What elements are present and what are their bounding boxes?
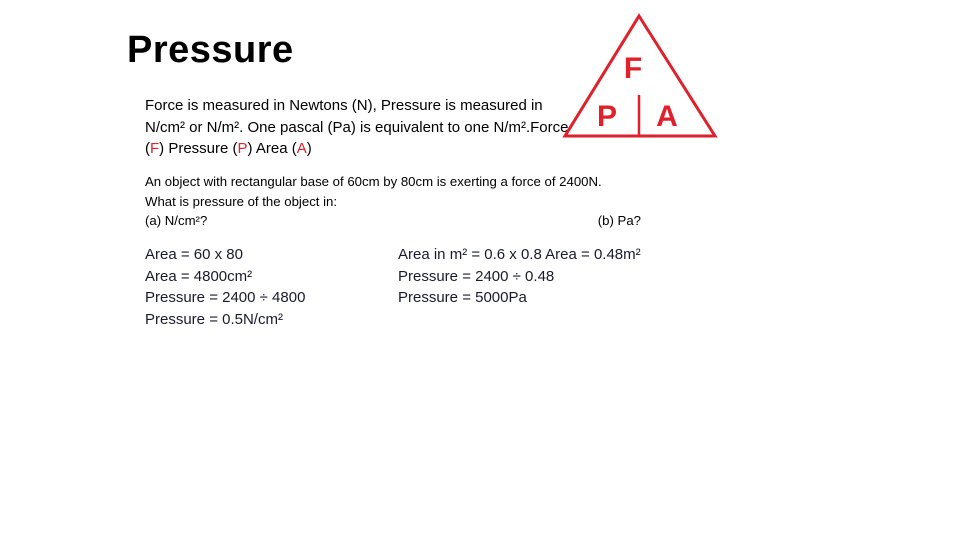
triangle-f-label: F — [623, 52, 643, 85]
part-a-question: (a) N/cm²? — [145, 213, 208, 228]
fpa-triangle-diagram — [560, 12, 720, 142]
work-b-line: Pressure = 2400 ÷ 0.48 — [398, 267, 555, 285]
intro-text: Force is measured in Newtons (N), Pressure is measured in N/cm² or N/m². One pascal (Pa) is equivalent to one N/m².Force ( — [145, 97, 569, 157]
area-letter: A — [296, 140, 307, 157]
work-a-line: Area = 4800cm² — [145, 267, 253, 285]
problem-statement — [145, 172, 665, 231]
intro-text: ) Pressure ( — [159, 140, 238, 157]
problem-line-2: What is pressure of the object in: — [145, 193, 338, 209]
working-part-a — [145, 244, 305, 330]
intro-text: ) — [306, 140, 312, 157]
part-b-question: (b) Pa? — [597, 213, 641, 228]
page-title: Pressure — [127, 29, 294, 71]
pressure-letter: P — [237, 140, 248, 157]
work-a-line: Pressure = 0.5N/cm² — [145, 310, 283, 328]
triangle-p-label: P — [596, 100, 618, 133]
work-a-line: Area = 60 x 80 — [145, 246, 243, 263]
working-part-b — [398, 244, 641, 309]
triangle-a-label: A — [656, 100, 678, 133]
problem-line-1: An object with rectangular base of 60cm by 80cm is exerting a force of 2400N. — [145, 174, 602, 189]
problem-parts — [145, 211, 641, 231]
intro-paragraph — [145, 95, 575, 160]
force-letter: F — [150, 140, 160, 157]
work-b-line: Area in m² = 0.6 x 0.8 Area = 0.48m² — [398, 246, 641, 263]
work-a-line: Pressure = 2400 ÷ 4800 — [145, 289, 306, 306]
intro-text: ) Area ( — [247, 140, 297, 157]
work-b-line: Pressure = 5000Pa — [398, 289, 527, 306]
